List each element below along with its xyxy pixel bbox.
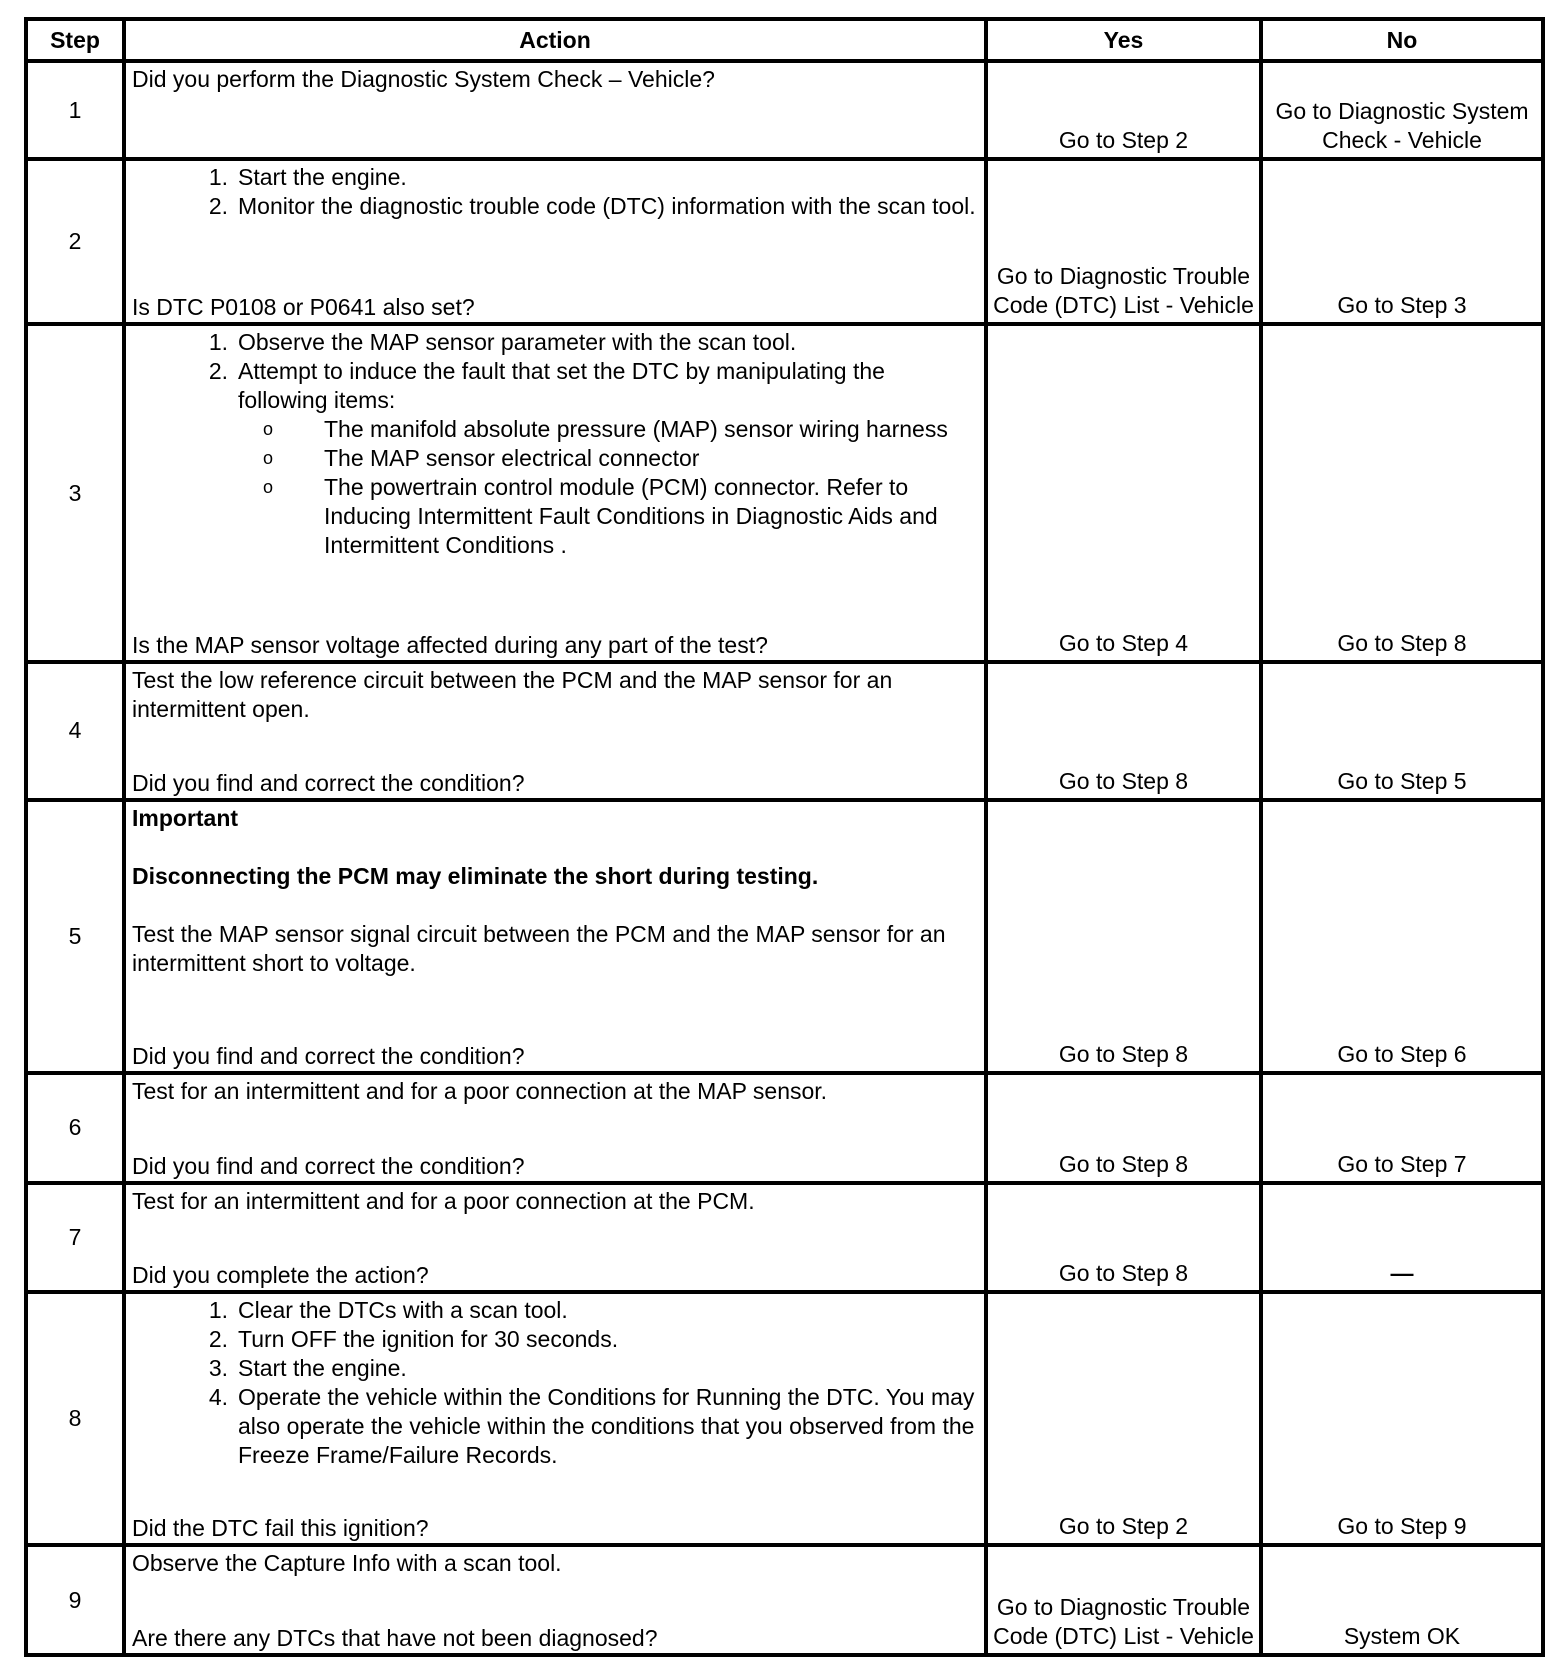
header-yes: Yes (986, 19, 1261, 61)
yes-cell: Go to Step 2 (986, 61, 1261, 159)
yes-cell: Go to Step 8 (986, 800, 1261, 1073)
action-text: Test for an intermittent and for a poor connection at the PCM. (132, 1187, 755, 1214)
yes-cell: Go to Diagnostic Trouble Code (DTC) List - Vehicle (986, 159, 1261, 324)
no-cell: — (1261, 1183, 1543, 1293)
table-row (26, 800, 1543, 1073)
circle-bullet-icon: o (262, 419, 273, 440)
table-row (26, 1073, 1543, 1183)
numbered-list (132, 328, 980, 560)
list-text: Turn OFF the ignition for 30 seconds. (238, 1326, 619, 1353)
yes-cell: Go to Step 4 (986, 324, 1261, 662)
list-item (132, 163, 980, 192)
list-text: Start the engine. (238, 1355, 407, 1382)
list-item (132, 1325, 980, 1354)
numbered-list (132, 1296, 980, 1470)
question-text: Did you find and correct the condition? (132, 1043, 525, 1070)
question-text: Is the MAP sensor voltage affected during any part of the test? (132, 631, 768, 658)
list-marker: 1. (208, 1297, 228, 1324)
yes-cell: Go to Diagnostic Trouble Code (DTC) List - Vehicle (986, 1545, 1261, 1655)
list-text: Clear the DTCs with a scan tool. (238, 1297, 568, 1324)
list-marker: 1. (208, 164, 228, 191)
header-row (26, 19, 1543, 61)
action-text: Did you perform the Diagnostic System Check – Vehicle? (132, 66, 715, 92)
action-text: Observe the Capture Info with a scan tool. (132, 1550, 562, 1577)
table-row (26, 662, 1543, 800)
yes-cell: Go to Step 8 (986, 1073, 1261, 1183)
action-cell (124, 61, 986, 159)
question-text: Did you find and correct the condition? (132, 769, 525, 796)
list-item (132, 1383, 980, 1470)
step-number: 2 (26, 159, 124, 324)
list-marker: 2. (208, 193, 228, 220)
action-cell (124, 662, 986, 800)
action-cell (124, 800, 986, 1073)
sub-list-text: The manifold absolute pressure (MAP) sensor wiring harness (324, 416, 948, 443)
action-text: Test the low reference circuit between the PCM and the MAP sensor for an intermittent open. (132, 666, 893, 722)
step-number: 8 (26, 1292, 124, 1545)
step-number: 9 (26, 1545, 124, 1655)
question-text: Did the DTC fail this ignition? (132, 1515, 429, 1542)
list-item (132, 192, 980, 221)
table-row (26, 1292, 1543, 1545)
yes-cell: Go to Step 8 (986, 662, 1261, 800)
list-item (132, 328, 980, 357)
step-number: 7 (26, 1183, 124, 1293)
circle-bullet-icon: o (262, 448, 273, 469)
no-cell: Go to Step 6 (1261, 800, 1543, 1073)
question-text: Did you find and correct the condition? (132, 1152, 525, 1179)
header-no: No (1261, 19, 1543, 61)
step-number: 5 (26, 800, 124, 1073)
circle-bullet-icon: o (262, 477, 273, 498)
list-marker: 4. (208, 1384, 228, 1411)
action-cell (124, 1292, 986, 1545)
sub-list-item (238, 444, 980, 473)
list-item (132, 357, 980, 560)
list-text: Operate the vehicle within the Conditions for Running the DTC. You may also operate the vehicle within the conditions that you observed from the Freeze Frame/Failure Records. (238, 1384, 975, 1469)
sub-list-item (238, 473, 980, 560)
header-step: Step (26, 19, 124, 61)
table-row (26, 324, 1543, 662)
sub-list (238, 415, 980, 560)
list-text: Monitor the diagnostic trouble code (DTC) information with the scan tool. (238, 193, 976, 220)
action-cell (124, 1183, 986, 1293)
yes-cell: Go to Step 8 (986, 1183, 1261, 1293)
list-text: Start the engine. (238, 164, 407, 191)
action-cell (124, 1073, 986, 1183)
important-label: Important (132, 804, 239, 831)
important-note: Disconnecting the PCM may eliminate the short during testing. (132, 862, 819, 889)
question-text: Are there any DTCs that have not been diagnosed? (132, 1625, 658, 1651)
table-row (26, 1545, 1543, 1655)
no-cell: Go to Step 9 (1261, 1292, 1543, 1545)
diagnostic-table (24, 17, 1545, 1657)
step-number: 6 (26, 1073, 124, 1183)
list-marker: 3. (208, 1355, 228, 1382)
sub-list-item (238, 415, 980, 444)
table-row (26, 159, 1543, 324)
action-text: Test for an intermittent and for a poor connection at the MAP sensor. (132, 1078, 828, 1105)
no-cell: Go to Step 3 (1261, 159, 1543, 324)
list-marker: 2. (208, 1326, 228, 1353)
step-number: 4 (26, 662, 124, 800)
table-row (26, 61, 1543, 159)
list-marker: 1. (208, 329, 228, 356)
table-row (26, 1183, 1543, 1293)
list-text: Observe the MAP sensor parameter with the scan tool. (238, 329, 797, 356)
list-item (132, 1296, 980, 1325)
action-cell (124, 159, 986, 324)
list-item-text: Attempt to induce the fault that set the DTC by manipulating the following items: (238, 358, 885, 414)
no-cell: Go to Step 5 (1261, 662, 1543, 800)
step-number: 3 (26, 324, 124, 662)
list-text (238, 357, 980, 560)
question-text: Did you complete the action? (132, 1262, 429, 1289)
numbered-list (132, 163, 980, 221)
no-cell: System OK (1261, 1545, 1543, 1655)
step-number: 1 (26, 61, 124, 159)
action-text: Test the MAP sensor signal circuit between the PCM and the MAP sensor for an intermittent short to voltage. (132, 920, 946, 976)
sub-list-text: The MAP sensor electrical connector (324, 445, 700, 472)
list-marker: 2. (208, 358, 228, 385)
action-cell (124, 324, 986, 662)
action-cell (124, 1545, 986, 1655)
sub-list-text: The powertrain control module (PCM) connector. Refer to Inducing Intermittent Fault Conditions in Diagnostic Aids and Intermittent Conditions . (324, 474, 938, 559)
no-cell: Go to Step 7 (1261, 1073, 1543, 1183)
yes-cell: Go to Step 2 (986, 1292, 1261, 1545)
no-cell: Go to Diagnostic System Check - Vehicle (1261, 61, 1543, 159)
question-text: Is DTC P0108 or P0641 also set? (132, 294, 475, 321)
list-item (132, 1354, 980, 1383)
no-cell: Go to Step 8 (1261, 324, 1543, 662)
header-action: Action (124, 19, 986, 61)
